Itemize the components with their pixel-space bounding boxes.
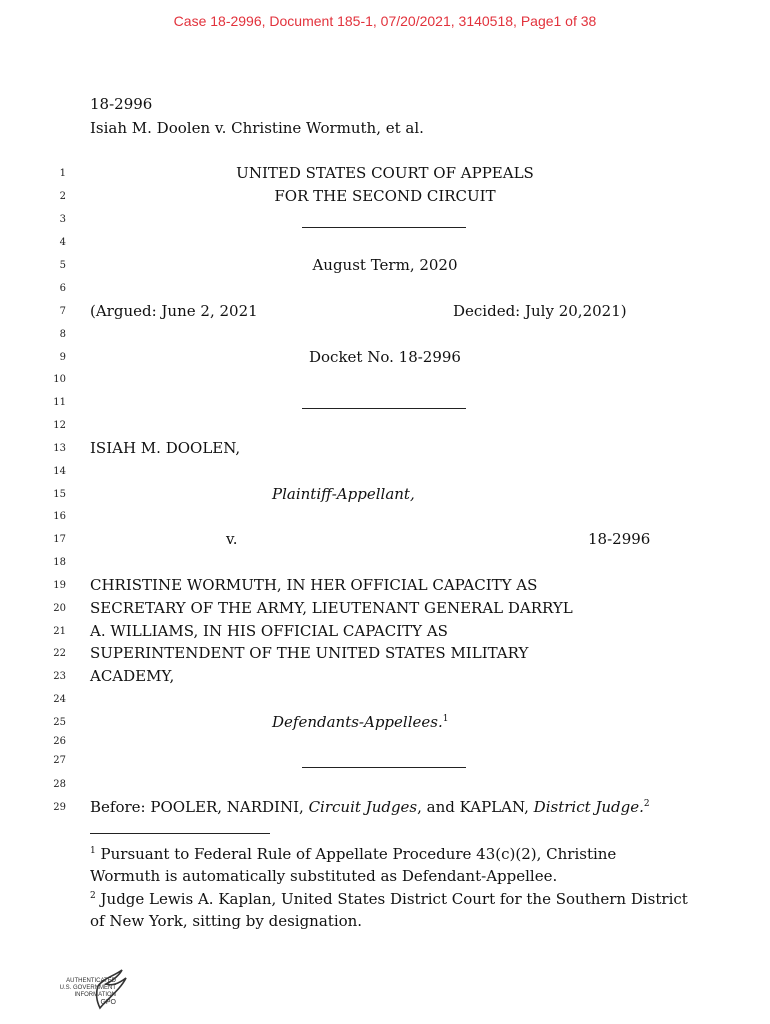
defendants-role: Defendants-Appellees.: [272, 713, 443, 731]
line-number: 11: [53, 397, 66, 408]
defendant-line: SECRETARY OF THE ARMY, LIEUTENANT GENERAL DARRYL: [90, 599, 573, 617]
case-caption: Isiah M. Doolen v. Christine Wormuth, et al.: [90, 119, 424, 137]
line-number: 9: [59, 352, 66, 363]
case-header: Case 18-2996, Document 185-1, 07/20/2021, 3140518, Page1 of 38: [173, 13, 597, 29]
separator-line: [302, 408, 466, 409]
line-number: 22: [53, 648, 66, 659]
before-middle: , and KAPLAN,: [417, 798, 534, 816]
district-judge: District Judge.: [533, 798, 644, 816]
circuit-judges: Circuit Judges: [308, 798, 418, 816]
line-number: 7: [59, 306, 66, 317]
defendant-line: CHRISTINE WORMUTH, IN HER OFFICIAL CAPACITY AS: [90, 576, 538, 594]
line-number: 3: [59, 214, 66, 225]
docket-number-right: 18-2996: [588, 530, 651, 548]
term: August Term, 2020: [312, 256, 458, 274]
line-number: 24: [53, 694, 66, 705]
line-number: 13: [53, 443, 66, 454]
seal-line: AUTHENTICATED: [66, 978, 116, 984]
line-number: 28: [53, 779, 66, 790]
line-number: 23: [53, 671, 66, 682]
footnote-mark: 1: [90, 846, 96, 856]
before-prefix: Before: POOLER, NARDINI,: [90, 798, 309, 816]
line-number: 26: [53, 736, 66, 747]
line-number: 29: [53, 802, 66, 813]
footnote-1: [90, 843, 690, 887]
defendants-role-line: [272, 713, 448, 731]
argued-date: (Argued: June 2, 2021: [90, 302, 258, 320]
line-number: 21: [53, 626, 66, 637]
footnote-text: Judge Lewis A. Kaplan, United States District Court for the Southern District of New York, sitting by designation.: [90, 890, 688, 930]
line-number: 18: [53, 557, 66, 568]
circuit-name: FOR THE SECOND CIRCUIT: [274, 187, 496, 205]
court-name: UNITED STATES COURT OF APPEALS: [236, 164, 534, 182]
line-number: 27: [53, 755, 66, 766]
line-number: 14: [53, 466, 66, 477]
footnote-ref-1[interactable]: 1: [442, 714, 449, 724]
seal-line: GPO: [100, 999, 116, 1006]
docket-number: Docket No. 18-2996: [309, 348, 461, 366]
line-number: 8: [59, 329, 66, 340]
separator-line: [302, 767, 466, 768]
plaintiff-role: Plaintiff-Appellant,: [272, 485, 415, 503]
line-number: 17: [53, 534, 66, 545]
decided-date: Decided: July 20,2021): [453, 302, 627, 320]
defendant-line: ACADEMY,: [90, 667, 175, 685]
footnote-mark: 2: [90, 891, 96, 901]
footnote-2: [90, 888, 690, 932]
panel-line: [90, 798, 650, 816]
versus: v.: [226, 530, 238, 548]
line-number: 12: [53, 420, 66, 431]
defendant-line: A. WILLIAMS, IN HIS OFFICIAL CAPACITY AS: [90, 622, 448, 640]
line-number: 19: [53, 580, 66, 591]
defendant-line: SUPERINTENDENT OF THE UNITED STATES MILITARY: [90, 644, 529, 662]
footnote-divider: [90, 833, 270, 834]
separator-line: [302, 227, 466, 228]
plaintiff-name: ISIAH M. DOOLEN,: [90, 439, 241, 457]
line-number: 10: [53, 374, 66, 385]
line-number: 6: [59, 283, 66, 294]
line-number: 25: [53, 717, 66, 728]
footnote-text: Pursuant to Federal Rule of Appellate Procedure 43(c)(2), Christine Wormuth is automatically substituted as Defendant-Appellee.: [90, 845, 617, 885]
line-number: 15: [53, 489, 66, 500]
gpo-seal: [30, 968, 130, 1016]
docket-number-top: 18-2996: [90, 95, 153, 113]
line-number: 20: [53, 603, 66, 614]
line-number: 2: [59, 191, 66, 202]
seal-line: INFORMATION: [74, 992, 116, 998]
seal-line: U.S. GOVERNMENT: [59, 985, 116, 991]
line-number: 16: [53, 511, 66, 522]
line-number: 4: [59, 237, 66, 248]
footnote-ref-2[interactable]: 2: [643, 799, 650, 809]
line-number: 5: [59, 260, 66, 271]
seal-text: [44, 978, 116, 1006]
line-number: 1: [59, 168, 66, 179]
